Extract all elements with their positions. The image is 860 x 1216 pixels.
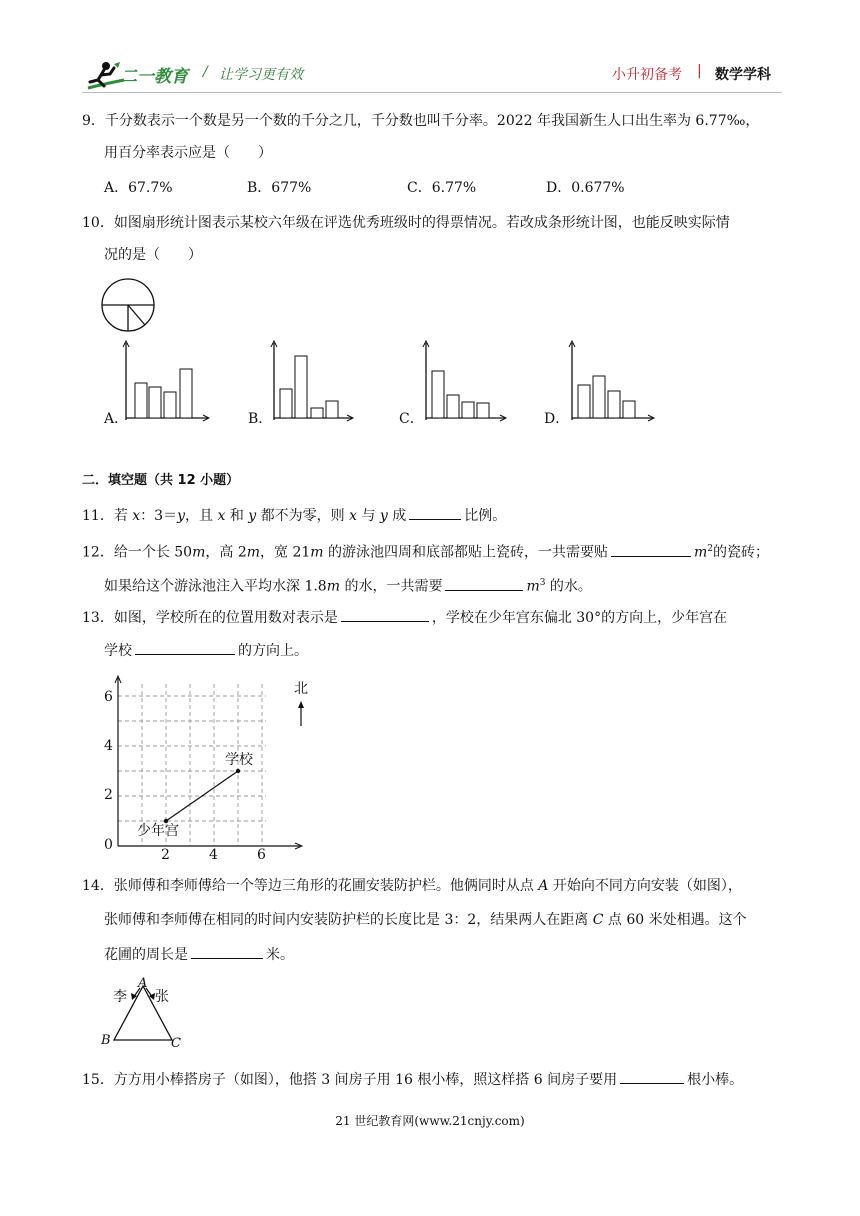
grid-y-tick-4: 4 [104, 738, 113, 754]
grid-y-tick-0: 0 [104, 837, 113, 853]
logo-text: 二一教育 [120, 67, 188, 87]
vertex-b: B [101, 1033, 111, 1048]
slogan: 让学习更有效 [219, 67, 303, 83]
vertex-c: C [171, 1036, 181, 1051]
header-divider [82, 92, 782, 93]
q10-option-b-label: B． [248, 411, 273, 427]
q13-direction-blank[interactable] [135, 640, 235, 655]
q9-option-a[interactable]: A．67.7% [104, 180, 173, 196]
q14-line1: 14．张师傅和李师傅给一个等边三角形的花圃安装防护栏。他俩同时从点 A 开始向不同方向安装（如图）， [82, 878, 742, 894]
section-2-title: 二．填空题（共 12 小题） [82, 473, 240, 488]
q12-area-blank[interactable] [611, 542, 691, 557]
q12-line1: 12．给一个长 50m，高 2m，宽 21m 的游泳池四周和底部都贴上瓷砖，一共需要贴 $m^2$的瓷砖； [82, 539, 769, 563]
header-category: 小升初备考 [612, 67, 682, 83]
q13-line2: 学校 的方向上。 [104, 640, 308, 661]
grid-x-tick-2: 2 [161, 847, 170, 863]
grid-y-tick-6: 6 [104, 689, 113, 705]
q12-line2: 如果给这个游泳池注入平均水深 1.8m 的水，一共需要 $m^3$ 的水。 [104, 573, 592, 597]
q10-option-c-label: C． [399, 411, 424, 427]
school-point [236, 769, 240, 773]
q12-volume-blank[interactable] [445, 576, 523, 591]
q11-answer-blank[interactable] [409, 505, 461, 520]
q10-option-d-label: D． [544, 411, 570, 427]
palace-label: 少年宫 [137, 823, 179, 839]
north-label: 北 [294, 681, 308, 697]
label-li: 李 [113, 989, 127, 1005]
q9-option-c[interactable]: C．6.77% [407, 180, 477, 196]
q14-perimeter-blank[interactable] [191, 944, 263, 959]
grid-y-tick-2: 2 [104, 787, 113, 803]
page-footer: 21 世纪教育网(www.21cnjy.com) [335, 1114, 525, 1128]
header-subject: 数学学科 [715, 67, 771, 83]
coordinate-grid-figure [96, 674, 336, 864]
header-separator: | [697, 63, 702, 79]
q9-option-b[interactable]: B．677% [247, 180, 312, 196]
school-label: 学校 [225, 752, 253, 768]
q11: 11．若 x：3＝y，且 x 和 y 都不为零，则 x 与 y 成 比例。 [82, 505, 506, 526]
q13-line1: 13．如图，学校所在的位置用数对表示是 ，学校在少年宫东偏北 30°的方向上，少年宫在 [82, 607, 727, 628]
grid-x-tick-6: 6 [257, 847, 266, 863]
q14-line2: 张师傅和李师傅在相同的时间内安装防护栏的长度比是 3：2，结果两人在距离 C 点 60 米处相遇。这个 [104, 912, 747, 928]
pie-chart-figure [100, 276, 160, 336]
q9-line2: 用百分率表示应是（ ） [104, 145, 272, 161]
q10-line1: 10．如图扇形统计图表示某校六年级在评选优秀班级时的得票情况。若改成条形统计图，也能反映实际情 [82, 215, 730, 231]
q14-line3: 花圃的周长是 米。 [104, 944, 294, 965]
q9-line1: 9．千分数表示一个数是另一个数的千分之几，千分数也叫千分率。2022 年我国新生人口出生率为 6.77‰， [82, 113, 760, 129]
q13-pair-blank[interactable] [341, 607, 429, 622]
q15: 15．方方用小棒搭房子（如图），他搭 3 间房子用 16 根小棒，照这样搭 6 间房子要用 根小棒。 [82, 1069, 743, 1090]
q9-option-d[interactable]: D．0.677% [546, 180, 625, 196]
vertex-a: A [138, 976, 148, 991]
label-zhang: 张 [155, 989, 169, 1005]
q10-option-a-label: A． [104, 411, 129, 427]
grid-x-tick-4: 4 [209, 847, 218, 863]
q15-answer-blank[interactable] [620, 1069, 684, 1084]
q10-line2: 况的是（ ） [104, 247, 202, 263]
